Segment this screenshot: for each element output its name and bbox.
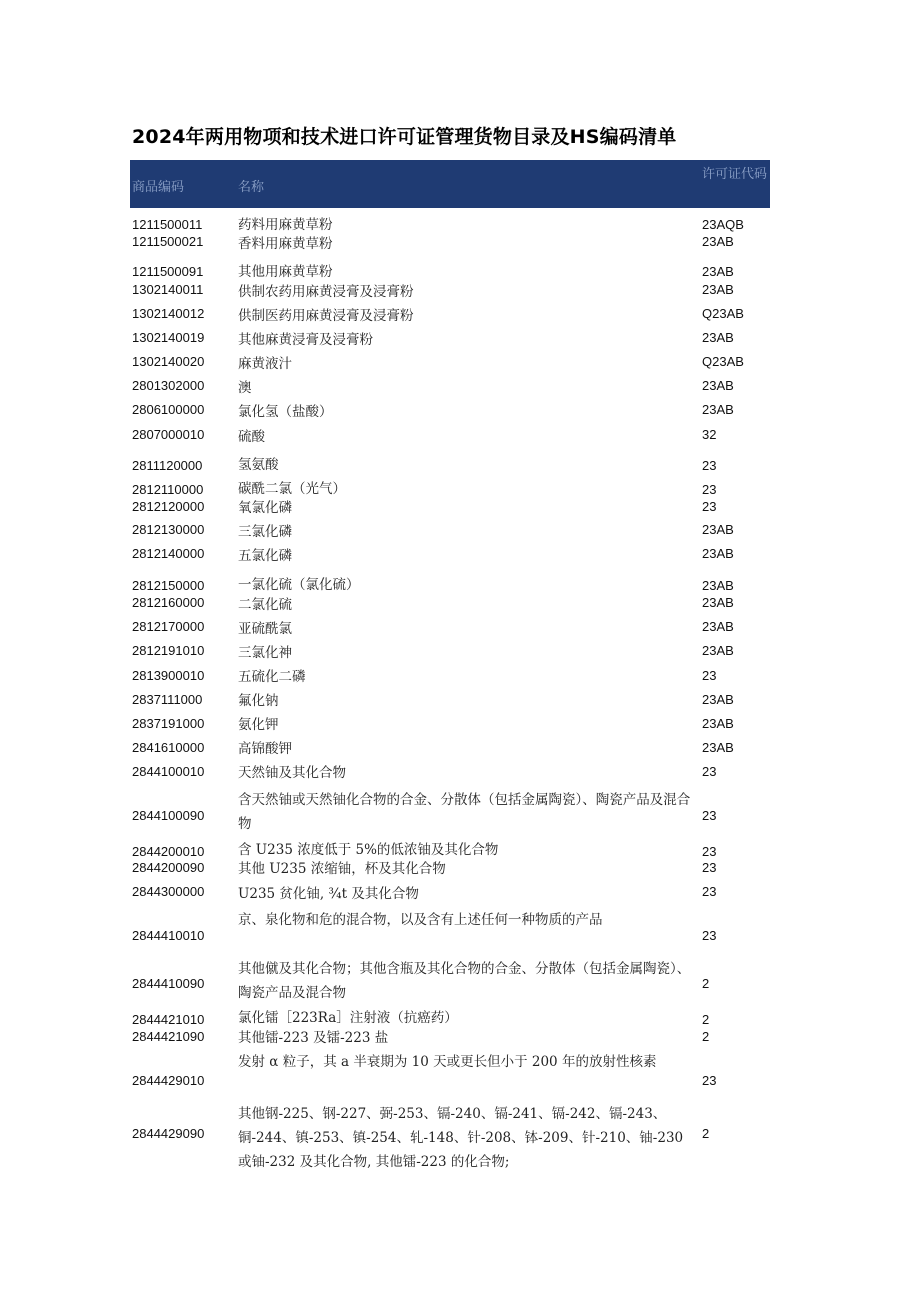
row-name: 其他镭-223 及镭-223 盐 xyxy=(238,1030,389,1046)
row-license: 23 xyxy=(702,1073,717,1088)
row-code: 2844421010 xyxy=(132,1012,205,1027)
header-license: 许可证代码 xyxy=(702,167,768,182)
row-code: 2844429010 xyxy=(132,1073,205,1088)
row-license: 23AB xyxy=(702,522,734,537)
row-code: 2812110000 xyxy=(132,482,204,497)
row-name: 供制医药用麻黄浸膏及浸膏粉 xyxy=(238,308,414,324)
row-code: 2844410010 xyxy=(132,928,205,943)
row-code: 2837111000 xyxy=(132,692,203,707)
row-code: 2806100000 xyxy=(132,402,205,417)
header-name: 名称 xyxy=(238,180,265,195)
row-code: 2844410090 xyxy=(132,976,205,991)
row-code: 2837191000 xyxy=(132,716,205,731)
row-name: 碳酰二氯（光气） xyxy=(238,481,346,497)
row-name: 天然铀及其化合物 xyxy=(238,765,346,781)
row-license: 23 xyxy=(702,458,717,473)
row-license: 23AQB xyxy=(702,217,744,232)
row-code: 1302140020 xyxy=(132,354,205,369)
row-name: 京、泉化物和危的混合物，以及含有上述任何一种物质的产品 xyxy=(238,912,603,928)
row-license: 23 xyxy=(702,482,717,497)
row-license: 23AB xyxy=(702,264,734,279)
row-code: 1302140012 xyxy=(132,306,205,321)
row-code: 1211500091 xyxy=(132,264,204,279)
row-name: 五氯化磷 xyxy=(238,548,292,564)
table-header xyxy=(130,160,770,208)
row-code: 2812150000 xyxy=(132,578,205,593)
row-name: 五硫化二磷 xyxy=(238,669,306,685)
row-name: 含 U235 浓度低于 5%的低浓铀及其化合物 xyxy=(238,842,499,858)
row-code: 2844200010 xyxy=(132,844,205,859)
row-name: 其他麻黄浸膏及浸膏粉 xyxy=(238,332,373,348)
row-license: Q23AB xyxy=(702,306,744,321)
row-license: 23 xyxy=(702,668,717,683)
row-name: 氨化钾 xyxy=(238,717,279,733)
row-name: 硫酸 xyxy=(238,429,265,445)
row-license: 23 xyxy=(702,499,717,514)
row-name: 发射 α 粒子，其 a 半衰期为 10 天或更长但小于 200 年的放射性核素 xyxy=(238,1054,657,1070)
row-license: 23 xyxy=(702,860,717,875)
row-license: 23AB xyxy=(702,282,734,297)
row-license: 23AB xyxy=(702,619,734,634)
row-license: Q23AB xyxy=(702,354,744,369)
row-code: 2812191010 xyxy=(132,643,205,658)
row-name: 其他僦及其化合物；其他含瓶及其化合物的合金、分散体（包括金属陶瓷）、陶瓷产品及混合物 xyxy=(238,961,691,1001)
row-name: 其他用麻黄草粉 xyxy=(238,264,333,280)
row-name: 二氯化硫 xyxy=(238,597,292,613)
row-license: 23AB xyxy=(702,740,734,755)
row-name: 氢氨酸 xyxy=(238,457,279,473)
row-code: 2844429090 xyxy=(132,1126,205,1141)
row-license: 2 xyxy=(702,1029,710,1044)
row-name: 三氯化神 xyxy=(238,645,292,661)
row-license: 23AB xyxy=(702,378,734,393)
row-license: 23AB xyxy=(702,643,734,658)
row-name: 氯化镭［223Ra］注射液（抗癌药） xyxy=(238,1010,458,1026)
row-code: 1302140011 xyxy=(132,282,204,297)
row-code: 2844100010 xyxy=(132,764,205,779)
row-code: 2812170000 xyxy=(132,619,205,634)
row-license: 23AB xyxy=(702,692,734,707)
row-code: 2811120000 xyxy=(132,458,203,473)
row-license: 23 xyxy=(702,844,717,859)
row-name: 其他钢-225、钢-227、弼-253、镉-240、镉-241、镉-242、镉-243、铜-244、镇-253、镇-254、轧-148、针-208、钵-209、针-210、铀-230 或铀-232 及其化合物, 其他镭-223 的化合物; xyxy=(238,1106,684,1170)
row-name: 麻黄液汁 xyxy=(238,356,292,372)
row-license: 23 xyxy=(702,928,717,943)
row-code: 2844421090 xyxy=(132,1029,205,1044)
row-name: 三氯化磷 xyxy=(238,524,292,540)
row-name: 亚硫酰氯 xyxy=(238,621,292,637)
row-code: 1302140019 xyxy=(132,330,205,345)
row-name: 氯化氢（盐酸） xyxy=(238,404,333,420)
row-license: 23AB xyxy=(702,578,734,593)
row-code: 2812140000 xyxy=(132,546,205,561)
row-license: 23 xyxy=(702,884,717,899)
row-license: 2 xyxy=(702,1012,710,1027)
row-license: 23AB xyxy=(702,234,734,249)
row-name: 供制农药用麻黄浸膏及浸膏粉 xyxy=(238,284,414,300)
page-title: 2024年两用物项和技术进口许可证管理货物目录及HS编码清单 xyxy=(132,126,677,148)
row-license: 23AB xyxy=(702,595,734,610)
row-name: 药料用麻黄草粉 xyxy=(238,217,333,233)
row-code: 2813900010 xyxy=(132,668,205,683)
row-license: 23AB xyxy=(702,716,734,731)
row-name: 其他 U235 浓缩铀，杯及其化合物 xyxy=(238,861,446,877)
row-license: 23 xyxy=(702,764,717,779)
row-code: 2801302000 xyxy=(132,378,205,393)
row-name: 含天然铀或天然铀化合物的合金、分散体（包括金属陶瓷）、陶瓷产品及混合物 xyxy=(238,792,691,832)
row-code: 1211500011 xyxy=(132,217,203,232)
row-code: 2812120000 xyxy=(132,499,205,514)
row-license: 2 xyxy=(702,976,710,991)
header-code: 商品编码 xyxy=(132,180,185,195)
row-code: 2812160000 xyxy=(132,595,205,610)
row-name: 氧氯化磷 xyxy=(238,500,292,516)
row-license: 32 xyxy=(702,427,717,442)
row-code: 2844100090 xyxy=(132,808,205,823)
row-code: 2812130000 xyxy=(132,522,205,537)
row-license: 23AB xyxy=(702,546,734,561)
row-license: 23AB xyxy=(702,330,734,345)
row-name: U235 贫化铀, ¾t 及其化合物 xyxy=(238,886,419,902)
row-code: 2844300000 xyxy=(132,884,205,899)
row-code: 2807000010 xyxy=(132,427,205,442)
row-code: 2841610000 xyxy=(132,740,205,755)
row-code: 2844200090 xyxy=(132,860,205,875)
row-license: 23AB xyxy=(702,402,734,417)
row-name: 香料用麻黄草粉 xyxy=(238,236,333,252)
row-name: 高锦酸钾 xyxy=(238,741,292,757)
row-name: 澳 xyxy=(238,380,252,396)
row-license: 23 xyxy=(702,808,717,823)
row-license: 2 xyxy=(702,1126,710,1141)
row-name: 一氯化硫（氯化硫） xyxy=(238,577,360,593)
row-name: 氟化钠 xyxy=(238,693,279,709)
row-code: 1211500021 xyxy=(132,234,204,249)
